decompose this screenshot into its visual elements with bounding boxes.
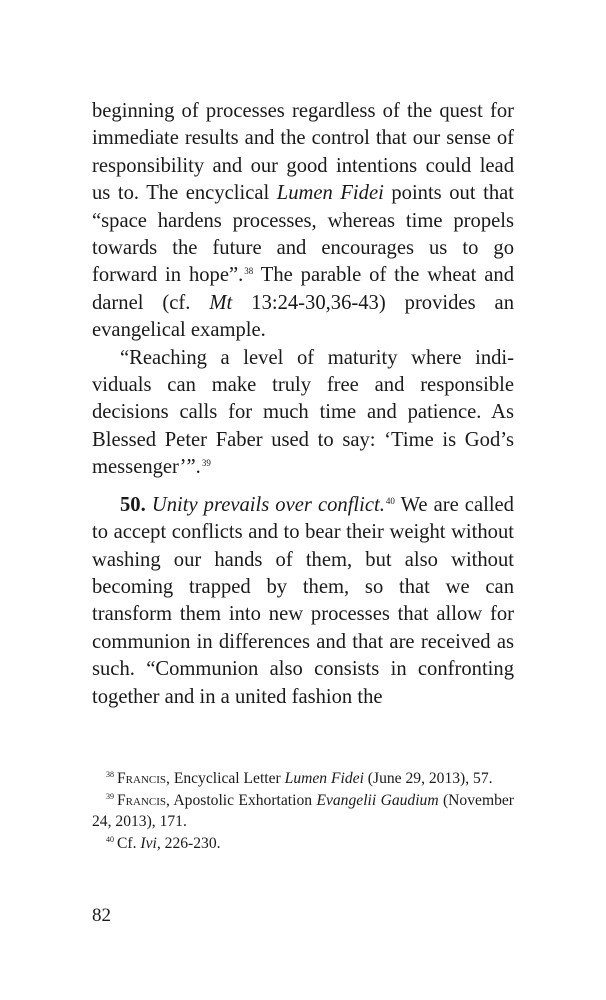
footnote-number: 40: [106, 834, 114, 844]
footnote-title: Evangelii Gaudium: [316, 791, 439, 809]
section-number: 50.: [120, 493, 146, 516]
footnote-number: 38: [106, 770, 114, 779]
footnote-38: $^{38}$ Francis, Encyclical Letter Lumen Fidei (June 29, 2013), 57.: [106, 770, 493, 787]
footnote-author: Francis: [117, 791, 167, 809]
main-text: [92, 98, 514, 711]
footnote-ref-38[interactable]: 38: [244, 266, 254, 277]
footnote-40: $^{40}$ Cf. Ivi, 226-230.: [106, 834, 221, 852]
footnote-ref-39[interactable]: 39: [201, 458, 211, 469]
page-number: 82: [92, 905, 111, 926]
footnote-title: Lumen Fidei: [284, 770, 364, 787]
footnote-number: 39: [106, 791, 114, 801]
paragraph-quote: “Reaching a level of maturity where individuals can make truly free and responsible decisions calls for much time and patience. As Blessed Peter Faber used to say: ‘Time is God’s messenger’”.$^{39}$: [92, 346, 514, 479]
footnote-author: Francis: [117, 770, 167, 787]
footnote-ref-40[interactable]: 40: [385, 495, 395, 506]
paragraph-continued: beginning of processes regardless of the quest for immediate results and the control that our sense of responsibility and our good intentions could lead us to. The encyclical Lumen Fidei points out that “space hardens processes, whereas time propels towards the future and encourages us to go forward in hope”.$^{38}$ The parable of the wheat and darnel (cf. Mt 13:24-30,36-43) provides an evangelical example.: [92, 100, 514, 342]
scripture-ref: Mt: [209, 291, 233, 314]
encyclical-title: Lumen Fidei: [276, 182, 384, 205]
footnote-39: $^{39}$ Francis, Apostolic Exhortation Evangelii Gaudium (November 24, 2013), 171.: [92, 791, 514, 830]
footnotes: [92, 768, 514, 854]
section-heading: Unity prevails over conflict.: [151, 493, 385, 516]
footnote-title: Ivi: [140, 834, 157, 852]
section-50: 50. Unity prevails over conflict.$^{40}$ We are called to accept conflicts and to bear their weight without washing our hands of them, but also without becoming trapped by them, so that we can transform them into new processes that allow for communion in differences and that are received as such. “Communion also consists in confronting together and in a united fashion the: [92, 493, 514, 708]
